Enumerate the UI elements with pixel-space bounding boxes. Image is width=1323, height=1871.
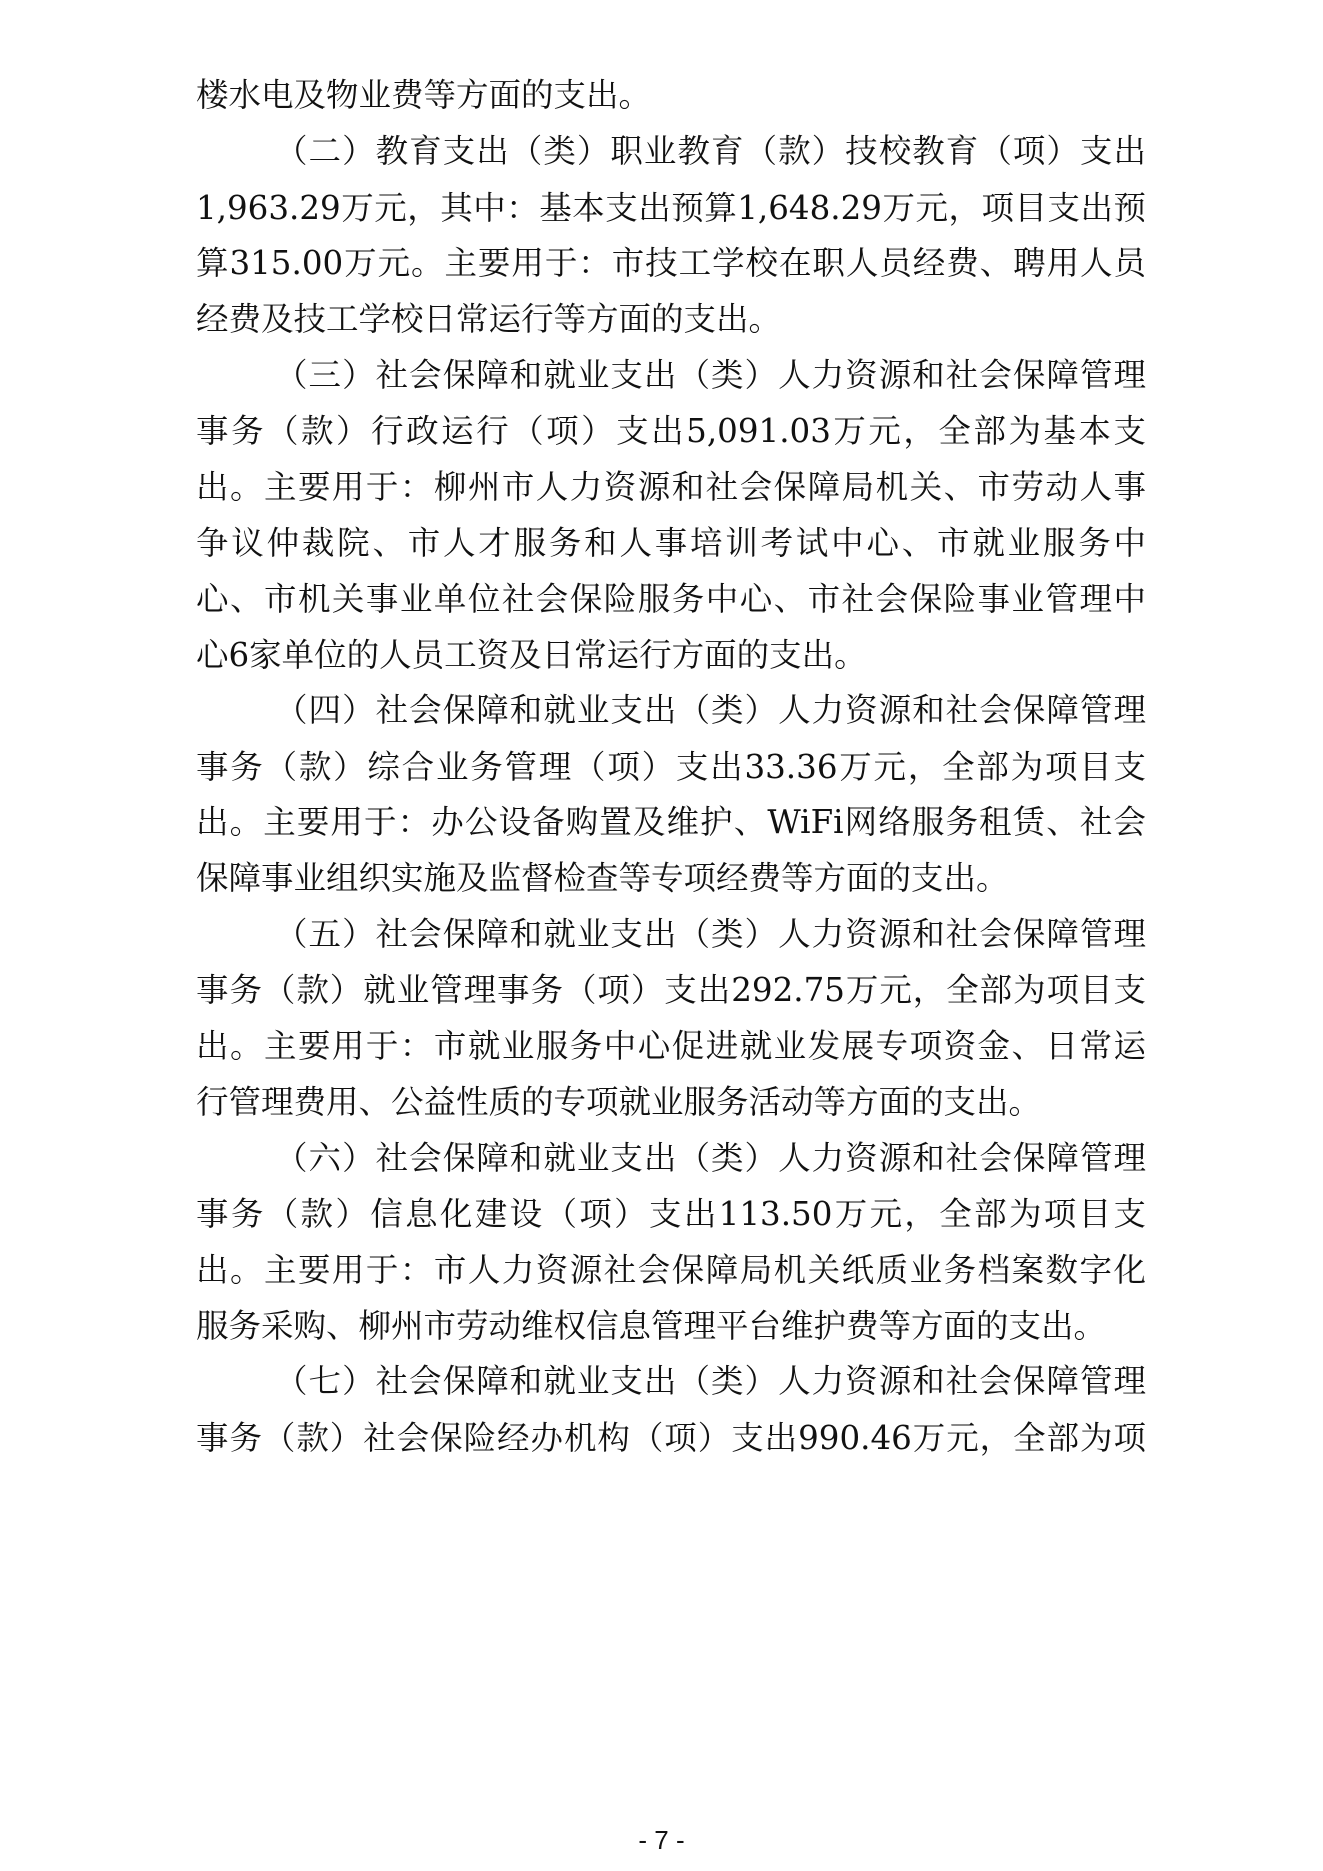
text-line: 心、市机关事业单位社会保险服务中心、市社会保险事业管理中 (196, 580, 1146, 618)
text-line: 争议仲裁院、市人才服务和人事培训考试中心、市就业服务中 (196, 524, 1146, 562)
text-line: 楼水电及物业费等方面的支出。 (196, 76, 652, 114)
text-line: 经费及技工学校日常运行等方面的支出。 (196, 300, 782, 338)
section-heading-line: （七）社会保障和就业支出（类）人力资源和社会保障管理 (275, 1362, 1146, 1400)
text-line: 行管理费用、公益性质的专项就业服务活动等方面的支出。 (196, 1083, 1042, 1121)
text-line: 出。主要用于：市就业服务中心促进就业发展专项资金、日常运 (196, 1027, 1146, 1065)
text-line: 服务采购、柳州市劳动维权信息管理平台维护费等方面的支出。 (196, 1307, 1107, 1345)
text-line: 算315.00万元。主要用于：市技工学校在职人员经费、聘用人员 (196, 244, 1146, 282)
text-line: 心6家单位的人员工资及日常运行方面的支出。 (196, 636, 867, 674)
text-line: 保障事业组织实施及监督检查等专项经费等方面的支出。 (196, 859, 1009, 897)
section-heading-line: （五）社会保障和就业支出（类）人力资源和社会保障管理 (275, 915, 1146, 953)
section-heading-line: （三）社会保障和就业支出（类）人力资源和社会保障管理 (275, 356, 1146, 394)
text-line: 事务（款）就业管理事务（项）支出292.75万元，全部为项目支 (196, 971, 1146, 1009)
text-line: 出。主要用于：办公设备购置及维护、WiFi网络服务租赁、社会 (196, 803, 1146, 841)
section-heading-line: （四）社会保障和就业支出（类）人力资源和社会保障管理 (275, 691, 1146, 729)
text-line: 事务（款）信息化建设（项）支出113.50万元，全部为项目支 (196, 1195, 1146, 1233)
section-heading-line: （二）教育支出（类）职业教育（款）技校教育（项）支出 (275, 132, 1146, 170)
text-line: 出。主要用于：市人力资源社会保障局机关纸质业务档案数字化 (196, 1251, 1146, 1289)
text-line: 事务（款）社会保险经办机构（项）支出990.46万元，全部为项 (196, 1419, 1146, 1457)
text-line: 事务（款）行政运行（项）支出5,091.03万元，全部为基本支 (196, 412, 1146, 450)
section-heading-line: （六）社会保障和就业支出（类）人力资源和社会保障管理 (275, 1139, 1146, 1177)
text-line: 事务（款）综合业务管理（项）支出33.36万元，全部为项目支 (196, 748, 1146, 786)
text-line: 1,963.29万元，其中：基本支出预算1,648.29万元，项目支出预 (196, 189, 1146, 227)
page-number: - 7 - (638, 1825, 685, 1855)
text-line: 出。主要用于：柳州市人力资源和社会保障局机关、市劳动人事 (196, 468, 1146, 506)
